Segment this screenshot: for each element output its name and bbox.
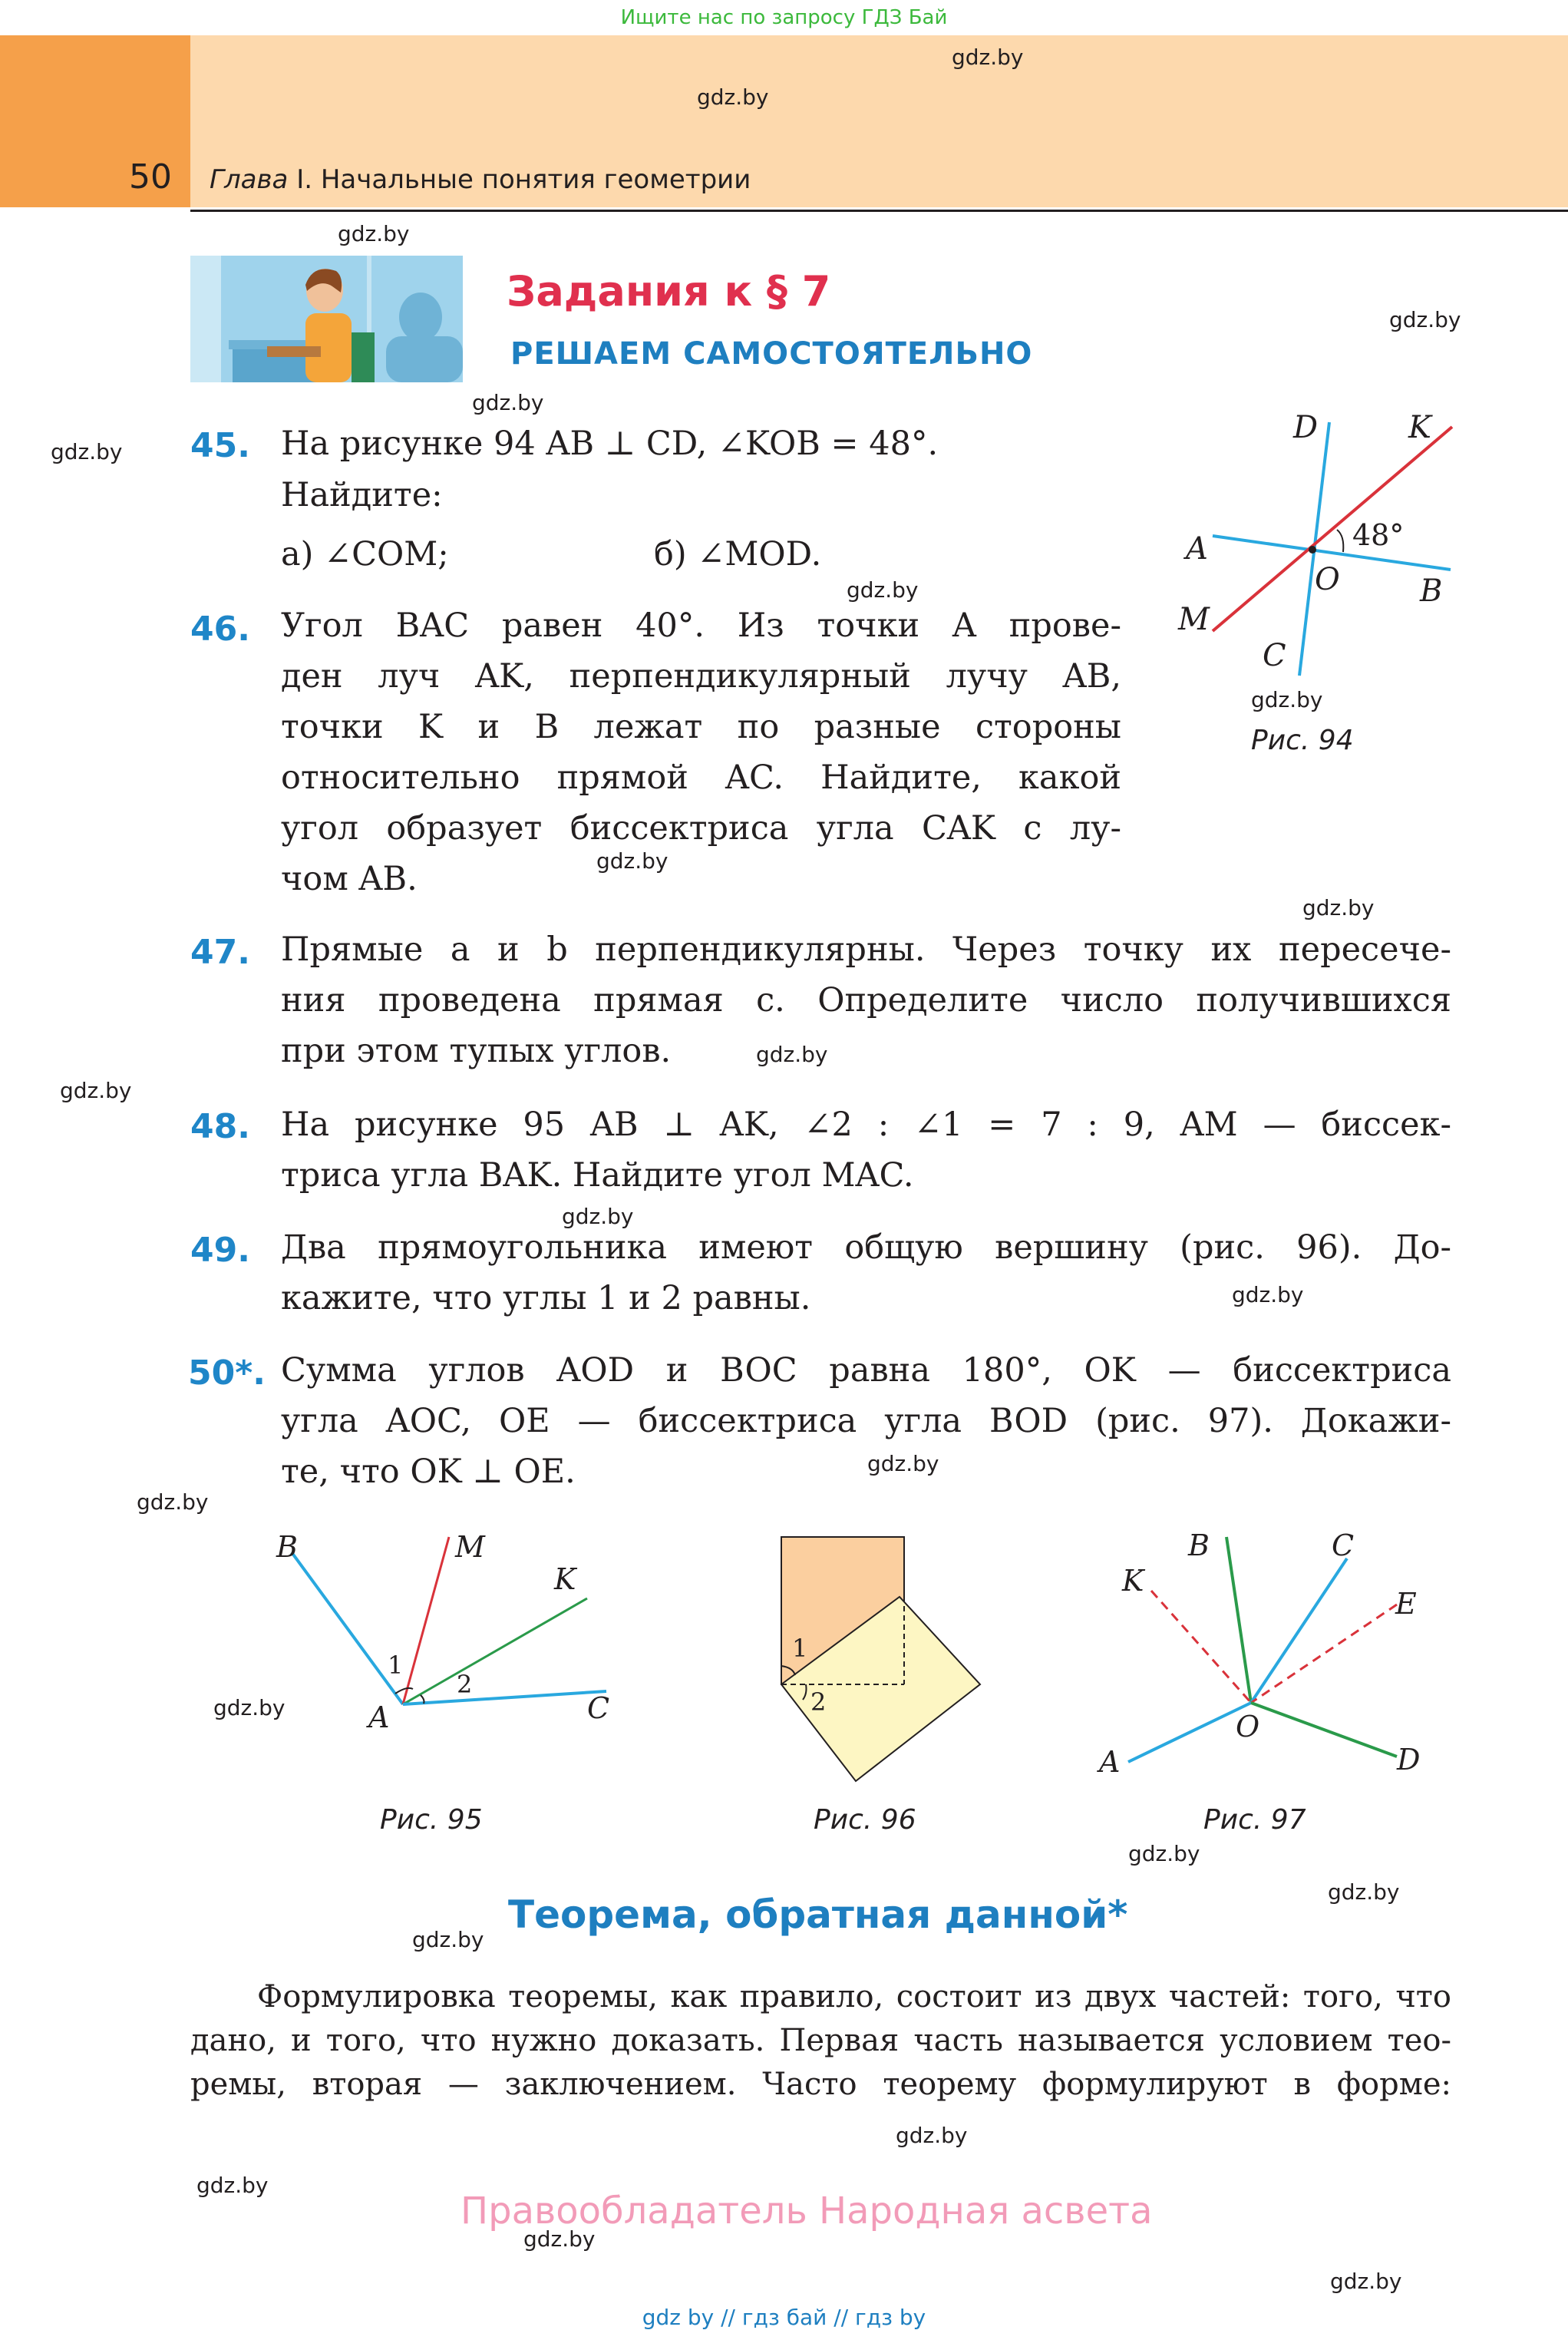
watermark: gdz.by <box>1251 687 1323 712</box>
section-subtitle: РЕШАЕМ САМОСТОЯТЕЛЬНО <box>510 336 1033 372</box>
label-k: K <box>554 1562 576 1596</box>
label-e: E <box>1395 1587 1417 1621</box>
section-title: Задания к § 7 <box>507 267 831 316</box>
watermark: gdz.by <box>1328 1879 1400 1905</box>
watermark: gdz.by <box>697 84 769 110</box>
chapter-label: Глава <box>210 164 289 195</box>
task-text-line: чом AB. <box>281 860 418 898</box>
label-k: K <box>1408 410 1431 445</box>
ray-ab <box>292 1552 403 1704</box>
watermark: gdz.by <box>1389 307 1461 332</box>
task-text-line: На рисунке 94 AB ⊥ CD, ∠KOB = 48°. <box>281 425 939 463</box>
label-c: C <box>587 1691 610 1725</box>
label-one: 1 <box>792 1634 808 1663</box>
student-silhouette-image <box>190 256 463 382</box>
figure-95 <box>261 1528 629 1750</box>
footer-links: gdz by // гдз бай // гдз by <box>642 2305 926 2330</box>
page-number: 50 <box>129 157 172 197</box>
watermark: gdz.by <box>596 848 668 874</box>
label-two: 2 <box>810 1687 827 1717</box>
watermark: gdz.by <box>137 1489 209 1515</box>
task-number: 47. <box>190 933 250 972</box>
label-a: A <box>1099 1745 1121 1779</box>
label-c: C <box>1332 1529 1355 1562</box>
label-b: B <box>1420 573 1443 609</box>
watermark: gdz.by <box>472 390 544 415</box>
task-text-line: триса угла BAK. Найдите угол MAC. <box>281 1156 914 1195</box>
task-text-line: при этом тупых углов. <box>281 1032 672 1070</box>
figure-caption: Рис. 96 <box>814 1804 916 1836</box>
line-mk <box>1213 427 1452 631</box>
ray-oa <box>1128 1703 1251 1762</box>
copyright-notice: Правообладатель Народная асвета <box>460 2190 1153 2233</box>
ray-ob <box>1226 1537 1251 1703</box>
theorem-text-line: ремы, вторая — заключением. Часто теорему формулируют в форме: <box>190 2067 1451 2102</box>
label-angle: 48° <box>1352 518 1405 552</box>
watermark: gdz.by <box>60 1078 132 1103</box>
watermark: gdz.by <box>51 439 123 464</box>
task-text-line: На рисунке 95 AB ⊥ AK, ∠2 : ∠1 = 7 : 9, AM — биссек- <box>281 1106 1451 1144</box>
point-o <box>1309 546 1316 554</box>
label-k: K <box>1122 1564 1144 1598</box>
figure-96 <box>767 1528 998 1789</box>
label-d: D <box>1293 410 1319 445</box>
task-text-line: относительно прямой AC. Найдите, какой <box>281 759 1121 797</box>
chapter-name: I. Начальные понятия геометрии <box>288 164 751 195</box>
figure-caption: Рис. 94 <box>1251 725 1354 756</box>
ray-od <box>1251 1703 1397 1757</box>
task-number: 49. <box>190 1231 250 1270</box>
watermark: gdz.by <box>1302 895 1375 920</box>
task-text-line: Сумма углов AOD и BOC равна 180°, OK — биссектриса <box>281 1351 1451 1390</box>
watermark: gdz.by <box>756 1042 828 1067</box>
task-number: 48. <box>190 1107 250 1146</box>
label-one: 1 <box>388 1651 404 1680</box>
header-rule <box>190 210 1568 212</box>
task-text-line: ден луч AK, перпендикулярный лучу AB, <box>281 657 1121 696</box>
watermark: gdz.by <box>213 1695 286 1720</box>
label-b: B <box>276 1530 298 1564</box>
watermark: gdz.by <box>847 577 919 603</box>
ray-ac <box>403 1691 606 1704</box>
task-text-line: ния проведена прямая c. Определите число получившихся <box>281 981 1451 1020</box>
task-number: 46. <box>190 610 250 649</box>
watermark: gdz.by <box>562 1204 634 1229</box>
label-c: C <box>1263 638 1286 673</box>
watermark: gdz.by <box>1128 1841 1200 1866</box>
task-number: 50*. <box>188 1353 266 1393</box>
task-option-a: а) ∠COM; <box>281 535 449 573</box>
label-two: 2 <box>457 1670 473 1699</box>
ray-oe <box>1251 1605 1397 1703</box>
watermark: gdz.by <box>867 1451 939 1476</box>
theorem-title: Теорема, обратная данной* <box>508 1892 1128 1937</box>
watermark: gdz.by <box>412 1927 484 1952</box>
task-text-line: угол образует биссектриса угла CAK с лу- <box>281 809 1121 848</box>
ray-ak <box>403 1598 587 1704</box>
theorem-text-line: дано, и того, что нужно доказать. Первая часть называется условием тео- <box>190 2023 1451 2058</box>
ray-am <box>403 1537 449 1704</box>
figure-94 <box>1167 407 1520 699</box>
task-text-line: кажите, что углы 1 и 2 равны. <box>281 1279 811 1317</box>
task-text-line: те, что OK ⊥ OE. <box>281 1453 576 1491</box>
task-text-line: Прямые a и b перпендикулярны. Через точку их пересече- <box>281 930 1451 969</box>
watermark: gdz.by <box>523 2226 596 2252</box>
task-text-line: угла AOC, OE — биссектриса угла BOD (рис. 97). Докажи- <box>281 1402 1451 1440</box>
task-text-line: Два прямоугольника имеют общую вершину (рис. 96). До- <box>281 1228 1451 1267</box>
label-m: M <box>455 1530 485 1564</box>
top-banner: Ищите нас по запросу ГДЗ Бай <box>620 6 948 29</box>
watermark: gdz.by <box>1330 2269 1402 2294</box>
figure-caption: Рис. 95 <box>380 1804 483 1836</box>
label-b: B <box>1188 1529 1210 1562</box>
label-o: O <box>1315 562 1340 597</box>
task-option-b: б) ∠MOD. <box>654 535 822 573</box>
section-illustration <box>190 256 463 382</box>
theorem-text-line: Формулировка теоремы, как правило, состоит из двух частей: того, что <box>257 1979 1451 2014</box>
label-d: D <box>1397 1743 1421 1776</box>
task-text-line: Найдите: <box>281 476 443 514</box>
watermark: gdz.by <box>1232 1282 1304 1307</box>
watermark: gdz.by <box>196 2173 269 2198</box>
watermark: gdz.by <box>338 221 410 246</box>
task-text-line: точки K и B лежат по разные стороны <box>281 708 1121 746</box>
label-m: M <box>1178 602 1210 637</box>
watermark: gdz.by <box>952 45 1024 70</box>
figure-caption: Рис. 97 <box>1203 1804 1306 1836</box>
label-a: A <box>1186 531 1208 567</box>
label-o: O <box>1236 1710 1260 1743</box>
chapter-title <box>210 164 751 195</box>
task-text-line: Угол BAC равен 40°. Из точки A прове- <box>281 606 1121 645</box>
label-a: A <box>368 1700 390 1734</box>
watermark: gdz.by <box>896 2123 968 2148</box>
task-number: 45. <box>190 426 250 465</box>
figure-97 <box>1090 1528 1443 1789</box>
ray-oc <box>1251 1558 1347 1703</box>
